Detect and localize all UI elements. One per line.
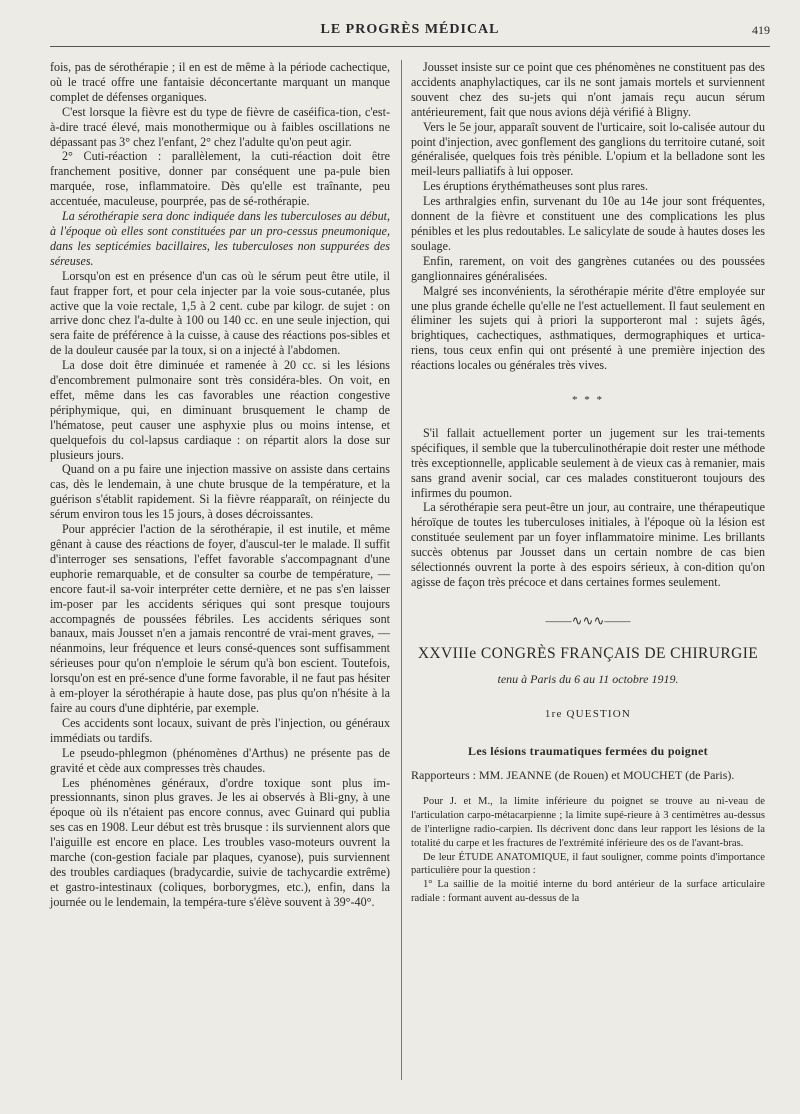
paragraph: S'il fallait actuellement porter un jugement sur les trai-tements spécifiques, il semble que la tuberculinothérapie doit rester une méthode très exceptionnelle, applicable seulement à de vieux cas à remanier, mais sans grand avenir social, car ces malades constitueront toujours des infirmes du poumon. (411, 425, 765, 500)
paragraph: La sérothérapie sera donc indiquée dans les tuberculoses au début, à l'époque où elles sont constituées par un pro-cessus pneumonique, dans les septicémies bacillaires, les tuberculoses non suppurées des séreuses. (50, 209, 390, 268)
paragraph: Les phénomènes généraux, d'ordre toxique sont plus im-pressionnants, sinon plus graves. Je les ai observés à Bli-gny, à une époque où ils n'étaient pas encore connus, avec Guinard qui publia ses cas en 1908. Leur début est très brusque : ils surviennent alors que l'aiguille est encore en place. Les troubles vaso-moteurs ouvrent la marche (con-gestion faciale par plaques, cyanose), puis surviennent des troubles cardiaques (bradycardie, suivie de tachycardie extrême) et gastro-intestinaux (coliques, borborygmes, etc.), enfin, dans la journée ou le lendemain, la tempéra-ture s'élève souvent à 39°-40°. (50, 775, 390, 909)
paragraph: La dose doit être diminuée et ramenée à 20 cc. si les lésions d'encombrement pulmonaire sont très considéra-bles. On voit, en effet, même dans les cas favorables une réaction congestive périphymique, qui, en diminuant brusquement le champ de l'hématose, peut causer une asphyxie plus ou moins intense, et quelquefois du col-lapsus cardiaque : on répartit alors la dose sur plusieurs jours. (50, 358, 390, 462)
journal-title: LE PROGRÈS MÉDICAL (320, 22, 500, 37)
page-header (50, 20, 770, 47)
rapporteurs-line: Rapporteurs : MM. JEANNE (de Rouen) et MOUCHET (de Paris). (411, 768, 735, 783)
paragraph: Les éruptions érythématheuses sont plus rares. (423, 179, 649, 194)
congress-subtitle: tenu à Paris du 6 au 11 octobre 1919. (497, 671, 679, 686)
paragraph: fois, pas de sérothérapie ; il en est de même à la période cachectique, où le tracé offre une fantaisie déconcertante marquant un manque complet de défenses organiques. (50, 60, 390, 104)
paragraph: De leur ÉTUDE ANATOMIQUE, il faut souligner, comme points d'importance particulière pour la question : (411, 851, 765, 877)
paragraph: Malgré ses inconvénients, la sérothérapie mérite d'être employée sur une plus grande échelle qu'elle ne l'est actuellement. Il faut seulement en éliminer les sujets qui à priori la supporteront mal : sujets âgés, brightiques, cachectiques, asthmatiques, dermographiques et urtica-riens, tous ceux enfin qui ont présenté à une première injection des réactions locales ou générales très vives. (411, 283, 765, 373)
paragraph: 2° Cuti-réaction : parallèlement, la cuti-réaction doit être franchement positive, donner par conséquent une pa-pule bien marquée, rose, inflammatoire. Dès qu'elle est traînante, peu accentuée, maculeuse, pourprée, pas de sé-rothérapie. (50, 149, 390, 209)
decorative-flourish: ——∿∿∿—— (545, 612, 631, 628)
paragraph: La sérothérapie sera peut-être un jour, au contraire, une thérapeutique héroïque de toutes les tuberculoses initiales, à l'époque où la lésion est constituée seulement par un foyer inflammatoire minime. Les brillants succès obtenus par Jousset dans un certain nombre de cas bien sélectionnés ouvrent la porte à des espoirs sérieux, à con-dition qu'on agisse de façon très précoce et dans certaines formes seulement. (411, 500, 765, 589)
paragraph: Pour apprécier l'action de la sérothérapie, il est inutile, et même gênant à cause des réactions de foyer, d'auscul-ter le malade. Il suffit d'interroger ses sensations, l'effet favorable s'accompagnant d'une euphorie remarquable, et de consulter sa courbe de température, — encore faut-il sa-voir interpréter cette dernière, et ne pas s'en laisser im-poser par les accidents sériques qui sont presque toujours accompagnés de poussées fébriles. Les accidents sériques sont banaux, mais Jousset n'en a jamais rencontré de vrai-ment graves, — néanmoins, leur fréquence et leurs consé-quences sont suffisamment sérieuses pour qu'on n'emploie le sérum qu'à bon escient. Toutefois, lorsqu'on est en pré-sence d'une forme favorable, il ne faut pas hésiter à em-ployer la sérothérapie à haute dose, pas plus qu'on n'hésite à la faire au cours d'une diphtérie, par exemple. (50, 522, 390, 715)
paragraph: Ces accidents sont locaux, suivant de près l'injection, ou généraux immédiats ou tardifs. (50, 715, 390, 745)
paragraph: Le pseudo-phlegmon (phénomènes d'Arthus) ne présente pas de gravité et cède aux compresses très chaudes. (50, 745, 390, 775)
paragraph: Jousset insiste sur ce point que ces phénomènes ne constituent pas des accidents anaphylactiques, car ils ne sont jamais mortels et surviennent souvent chez des su-jets qui n'ont jamais reçu aucun sérum antérieurement, fait que nous avions déjà vérifié à Bligny. (411, 60, 765, 119)
paragraph: Quand on a pu faire une injection massive on assiste dans certains cas, dès le lendemain, à une chute brusque de la température, et la guérison s'établit rapidement. Si la fièvre réapparaît, on réinjecte du sérum environ tous les 15 jours, à doses décroissantes. (50, 462, 390, 522)
page-number: 419 (752, 23, 770, 37)
question-heading: 1re QUESTION (544, 707, 632, 720)
congress-title: XXVIIIe CONGRÈS FRANÇAIS DE CHIRURGIE (417, 644, 759, 662)
paragraph: Vers le 5e jour, apparaît souvent de l'urticaire, soit lo-calisée autour du point d'injection, avec gonflement des ganglions du territoire cutané, soit généralisée, quelques fois très pénible. L'opium et la belladone sont les meil-leurs palliatifs à lui opposer. (411, 119, 765, 179)
column-divider (401, 60, 402, 1080)
paragraph: Lorsqu'on est en présence d'un cas où le sérum peut être utile, il faut frapper fort, et pour cela injecter par la voie sous-cutanée, plus active que la voie rectale, 1,5 à 2 cent. cube par kilogr. de sujet : on arrive donc chez l'a-dulte à 100 ou 140 cc. en une seule injection, qui sera faite de préférence à la cuisse, à cause des réactions pos-sibles et de la douleur causée par la toux, si on a injecté à l'abdomen. (50, 268, 390, 358)
report-title: Les lésions traumatiques fermées du poignet (468, 743, 708, 758)
paragraph: Pour J. et M., la limite inférieure du poignet se trouve au ni-veau de l'articulation carpo-métacarpienne ; la limite supé-rieure à 3 centimètres au-dessus de l'interligne radio-carpien. Ils décrivent donc dans leur rapport les lésions de la totalité du carpe et les fractures de l'extrémité inférieure des os de l'avant-bras. (411, 796, 765, 849)
left-column (50, 60, 390, 910)
paragraph: Enfin, rarement, on voit des gangrènes cutanées ou des poussées ganglionnaires généralisées. (411, 253, 765, 283)
paragraph: 1° La saillie de la moitié interne du bord antérieur de la surface articulaire radiale : formant auvent au-dessus de la (411, 879, 765, 904)
paragraph: C'est lorsque la fièvre est du type de fièvre de caséifica-tion, c'est-à-dire tracé élevé, mais monothermique ou à faibles oscillations ne dépassant pas 3° chez l'enfant, 2° chez l'adulte qu'on peut agir. (50, 104, 390, 149)
paragraph: Les arthralgies enfin, survenant du 10e au 14e jour sont fréquentes, donnent de la fièvre et constituent une des complications les plus pénibles et les plus redoutables. Le salicylate de soude à hautes doses les soulage. (411, 194, 765, 253)
section-separator-stars: * * * (572, 394, 604, 407)
report-body (411, 795, 765, 905)
right-column (411, 60, 765, 906)
